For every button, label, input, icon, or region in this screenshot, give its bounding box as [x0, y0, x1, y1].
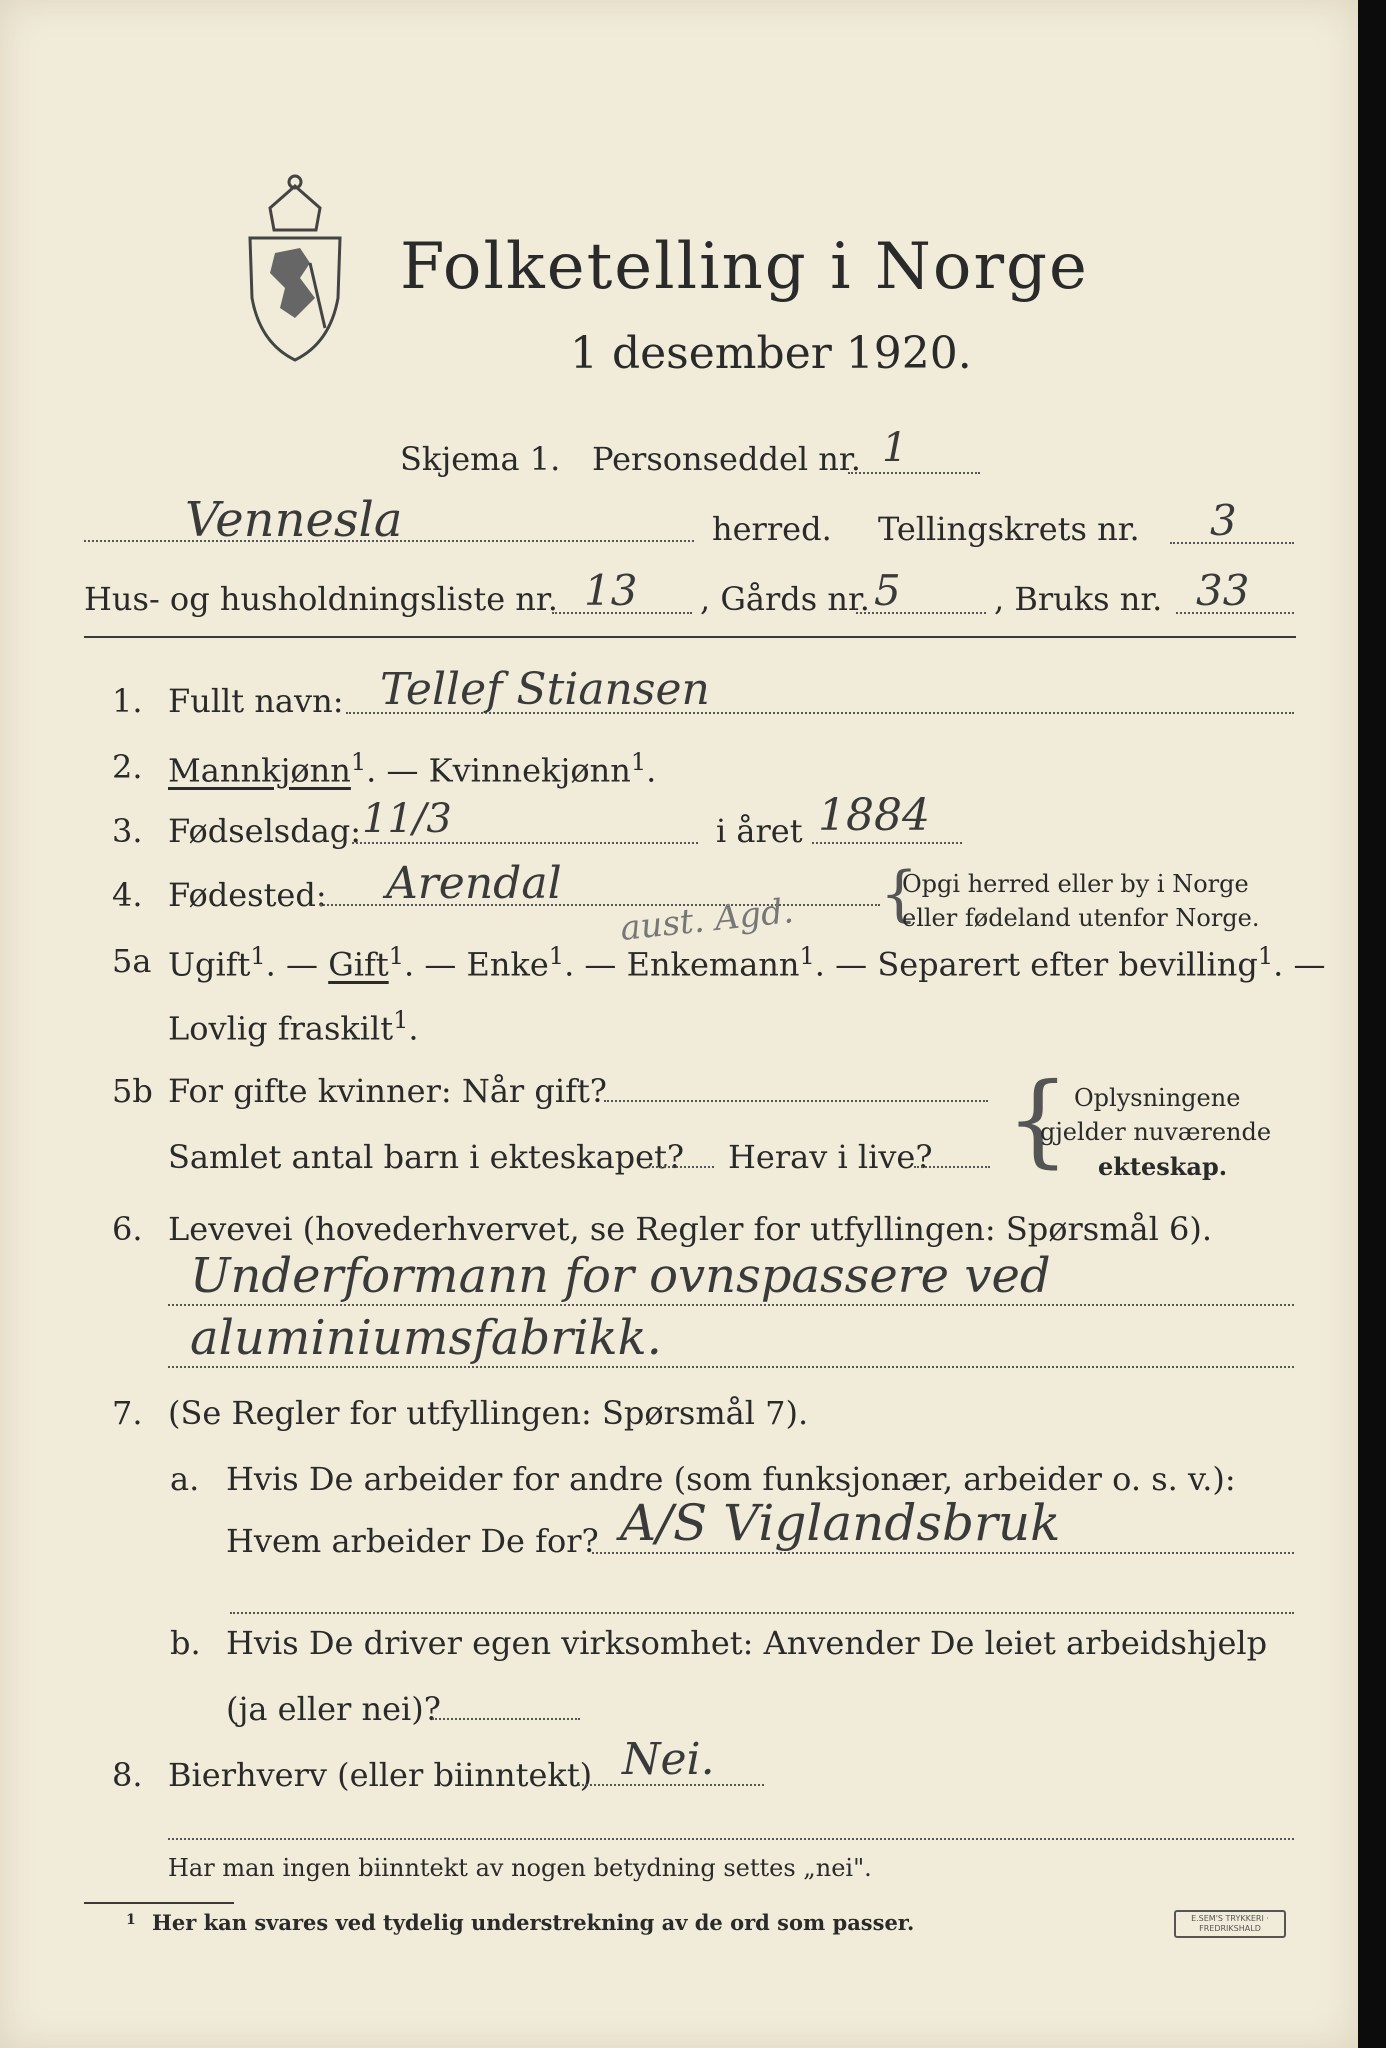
q1-label: Fullt navn:: [168, 682, 344, 720]
hus-label: Hus- og husholdningsliste nr.: [84, 580, 558, 618]
q2-number: 2.: [112, 748, 143, 786]
employer-value: A/S Viglandsbruk: [620, 1494, 1061, 1552]
birthday-value: 11/3: [362, 796, 452, 842]
q3-number: 3.: [112, 812, 143, 850]
q8-number: 8.: [112, 1756, 143, 1794]
birth-year-value: 1884: [818, 790, 930, 841]
children-count-label: Samlet antal barn i ekteskapet?: [168, 1138, 685, 1176]
children-alive-line: [914, 1166, 990, 1168]
q7a-text: Hvis De arbeider for andre (som funksjonær, arbeider o. s. v.):: [226, 1460, 1236, 1498]
footnote-mark: 1: [126, 1912, 136, 1928]
printer-stamp: E.SEM'S TRYKKERI · FREDRIKSHALD: [1174, 1910, 1286, 1938]
full-name-value: Tellef Stiansen: [380, 664, 710, 715]
bruks-value: 33: [1196, 566, 1250, 615]
hired-help-label: (ja eller nei)?: [226, 1690, 441, 1728]
marriage-note-1: Oplysningene: [1074, 1084, 1241, 1112]
q2-gender-options: Mannkjønn$^1$. — Kvinnekjønn$^1$.: [168, 748, 657, 790]
marriage-note-brace: {: [1006, 1061, 1070, 1178]
employer-line: [592, 1552, 1294, 1554]
gards-value: 5: [874, 566, 901, 615]
children-alive-label: Herav i live?: [728, 1138, 933, 1176]
hus-value: 13: [584, 566, 638, 615]
marriage-note-2: gjelder nuværende: [1040, 1118, 1272, 1146]
personseddel-label: Personseddel nr.: [592, 440, 861, 478]
birth-year-line: [812, 842, 962, 844]
county-annotation: aust. Agd.: [618, 891, 796, 949]
personseddel-value: 1: [882, 425, 908, 471]
q5b-number: 5b: [112, 1072, 153, 1110]
occupation-line-1: [168, 1304, 1294, 1306]
married-option: Gift: [328, 945, 389, 984]
occupation-value-2: aluminiumsfabrikk.: [190, 1310, 662, 1366]
personseddel-line: [848, 472, 980, 474]
female-option: . — Kvinnekjønn: [366, 751, 631, 790]
married-when-line: [604, 1100, 988, 1102]
birthplace-value: Arendal: [386, 858, 562, 909]
q1-number: 1.: [112, 682, 143, 720]
side-income-value: Nei.: [622, 1734, 715, 1785]
q3-label: Fødselsdag:: [168, 812, 362, 850]
form-title: Folketelling i Norge: [400, 230, 1089, 304]
married-when-label: For gifte kvinner: Når gift?: [168, 1072, 607, 1110]
q7-label: (Se Regler for utfyllingen: Spørsmål 7).: [168, 1394, 809, 1432]
q4-label: Fødested:: [168, 876, 327, 914]
occupation-value-1: Underformann for ovnspassere ved: [190, 1248, 1051, 1304]
tellingskrets-value: 3: [1210, 496, 1237, 545]
gards-label: , Gårds nr.: [700, 580, 870, 618]
q6-number: 6.: [112, 1210, 143, 1248]
schema-label: Skjema 1.: [400, 440, 561, 478]
divorced-option: Lovlig fraskilt$^1$.: [168, 1006, 419, 1048]
marriage-note-3: ekteskap.: [1098, 1152, 1228, 1181]
footnote-divider: [84, 1902, 234, 1904]
birthplace-note-2: eller fødeland utenfor Norge.: [902, 904, 1260, 932]
male-option: Mannkjønn: [168, 751, 351, 790]
q7b-text: Hvis De driver egen virksomhet: Anvender De leiet arbeidshjelp: [226, 1624, 1268, 1662]
footnote-text: Her kan svares ved tydelig understrekning av de ord som passer.: [152, 1910, 915, 1935]
q4-number: 4.: [112, 876, 143, 914]
norway-coat-of-arms-icon: [240, 168, 350, 368]
occupation-label: Levevei (hovederhvervet, se Regler for utfyllingen: Spørsmål 6).: [168, 1210, 1213, 1248]
bruks-label: , Bruks nr.: [994, 580, 1163, 618]
q7b-number: b.: [170, 1624, 201, 1662]
header-divider: [84, 636, 1296, 638]
herred-value: Vennesla: [185, 492, 403, 548]
side-income-line-2: [168, 1838, 1294, 1840]
children-count-line: [648, 1166, 714, 1168]
herred-label: herred.: [712, 510, 832, 548]
side-income-label: Bierhverv (eller biinntekt): [168, 1756, 593, 1794]
occupation-line-2: [168, 1366, 1294, 1368]
marital-status-options: Ugift$^1$. — Gift$^1$. — Enke$^1$. — Enkemann$^1$. — Separert efter bevilling$^1$. —: [168, 942, 1326, 984]
q7a-number: a.: [170, 1460, 200, 1498]
employer-label: Hvem arbeider De for?: [226, 1522, 599, 1560]
birthplace-note-1: Opgi herred eller by i Norge: [902, 870, 1249, 898]
hired-help-line: [432, 1718, 580, 1720]
tellingskrets-label: Tellingskrets nr.: [878, 510, 1140, 548]
birthplace-brace: {: [880, 859, 919, 929]
employer-line-2: [230, 1612, 1294, 1614]
q7-number: 7.: [112, 1394, 143, 1432]
birthday-line: [352, 842, 698, 844]
scan-border: [1358, 0, 1386, 2048]
census-date: 1 desember 1920.: [570, 328, 972, 379]
side-income-note: Har man ingen biinntekt av nogen betydning settes „nei".: [168, 1854, 872, 1882]
birth-year-label: i året: [716, 812, 803, 850]
q5a-number: 5a: [112, 942, 152, 980]
